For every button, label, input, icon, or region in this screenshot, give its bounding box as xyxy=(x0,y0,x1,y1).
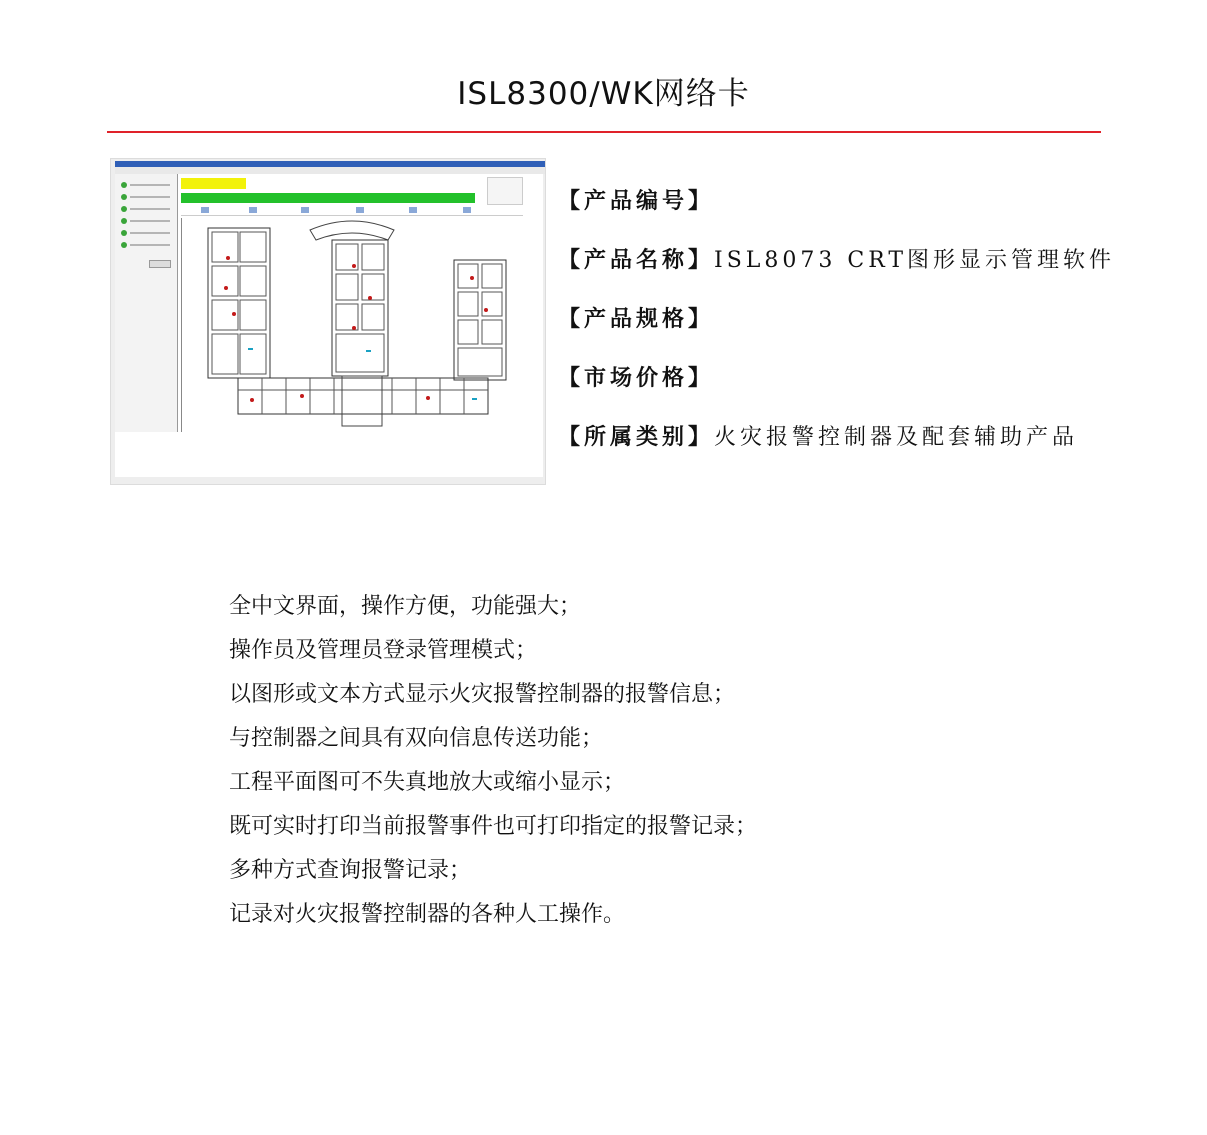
alarm-status-bar xyxy=(181,178,246,189)
spec-product-name xyxy=(558,243,1115,274)
spec-label: 【产品名称】 xyxy=(558,247,715,273)
spec-label: 【市场价格】 xyxy=(558,365,715,391)
spec-product-number xyxy=(558,184,714,215)
floor-plan-drawing xyxy=(182,218,524,432)
list-item: 操作员及管理员登录管理模式； xyxy=(229,638,538,663)
list-item: 既可实时打印当前报警事件也可打印指定的报警记录； xyxy=(229,814,758,839)
spec-category xyxy=(558,420,1078,451)
spec-product-size xyxy=(558,302,714,333)
spec-value: ISL8073 CRT图形显示管理软件 xyxy=(714,248,1116,273)
spec-label: 【所属类别】 xyxy=(558,424,715,450)
list-item: 多种方式查询报警记录； xyxy=(229,858,472,883)
list-item: 全中文界面，操作方便，功能强大； xyxy=(229,594,582,619)
list-item: 记录对火灾报警控制器的各种人工操作。 xyxy=(229,902,626,927)
list-item: 与控制器之间具有双向信息传送功能； xyxy=(229,726,604,751)
system-status-bar xyxy=(181,193,475,203)
floor-plan-map xyxy=(181,218,524,432)
window-menubar xyxy=(115,167,545,174)
crt-software-window xyxy=(115,161,543,477)
list-item: 以图形或文本方式显示火灾报警控制器的报警信息； xyxy=(229,682,736,707)
list-item: 工程平面图可不失真地放大或缩小显示； xyxy=(229,770,626,795)
page-title: ISL8300/WK网络卡 xyxy=(457,76,750,112)
logo-icon xyxy=(487,177,523,205)
spec-market-price xyxy=(558,361,714,392)
device-list-panel xyxy=(115,174,178,432)
spec-label: 【产品规格】 xyxy=(558,306,715,332)
feature-list xyxy=(229,585,757,937)
product-screenshot xyxy=(110,158,546,485)
title-divider xyxy=(107,131,1101,133)
spec-label: 【产品编号】 xyxy=(558,188,715,214)
toolbar-strip xyxy=(181,205,523,216)
spec-value: 火灾报警控制器及配套辅助产品 xyxy=(714,425,1079,450)
